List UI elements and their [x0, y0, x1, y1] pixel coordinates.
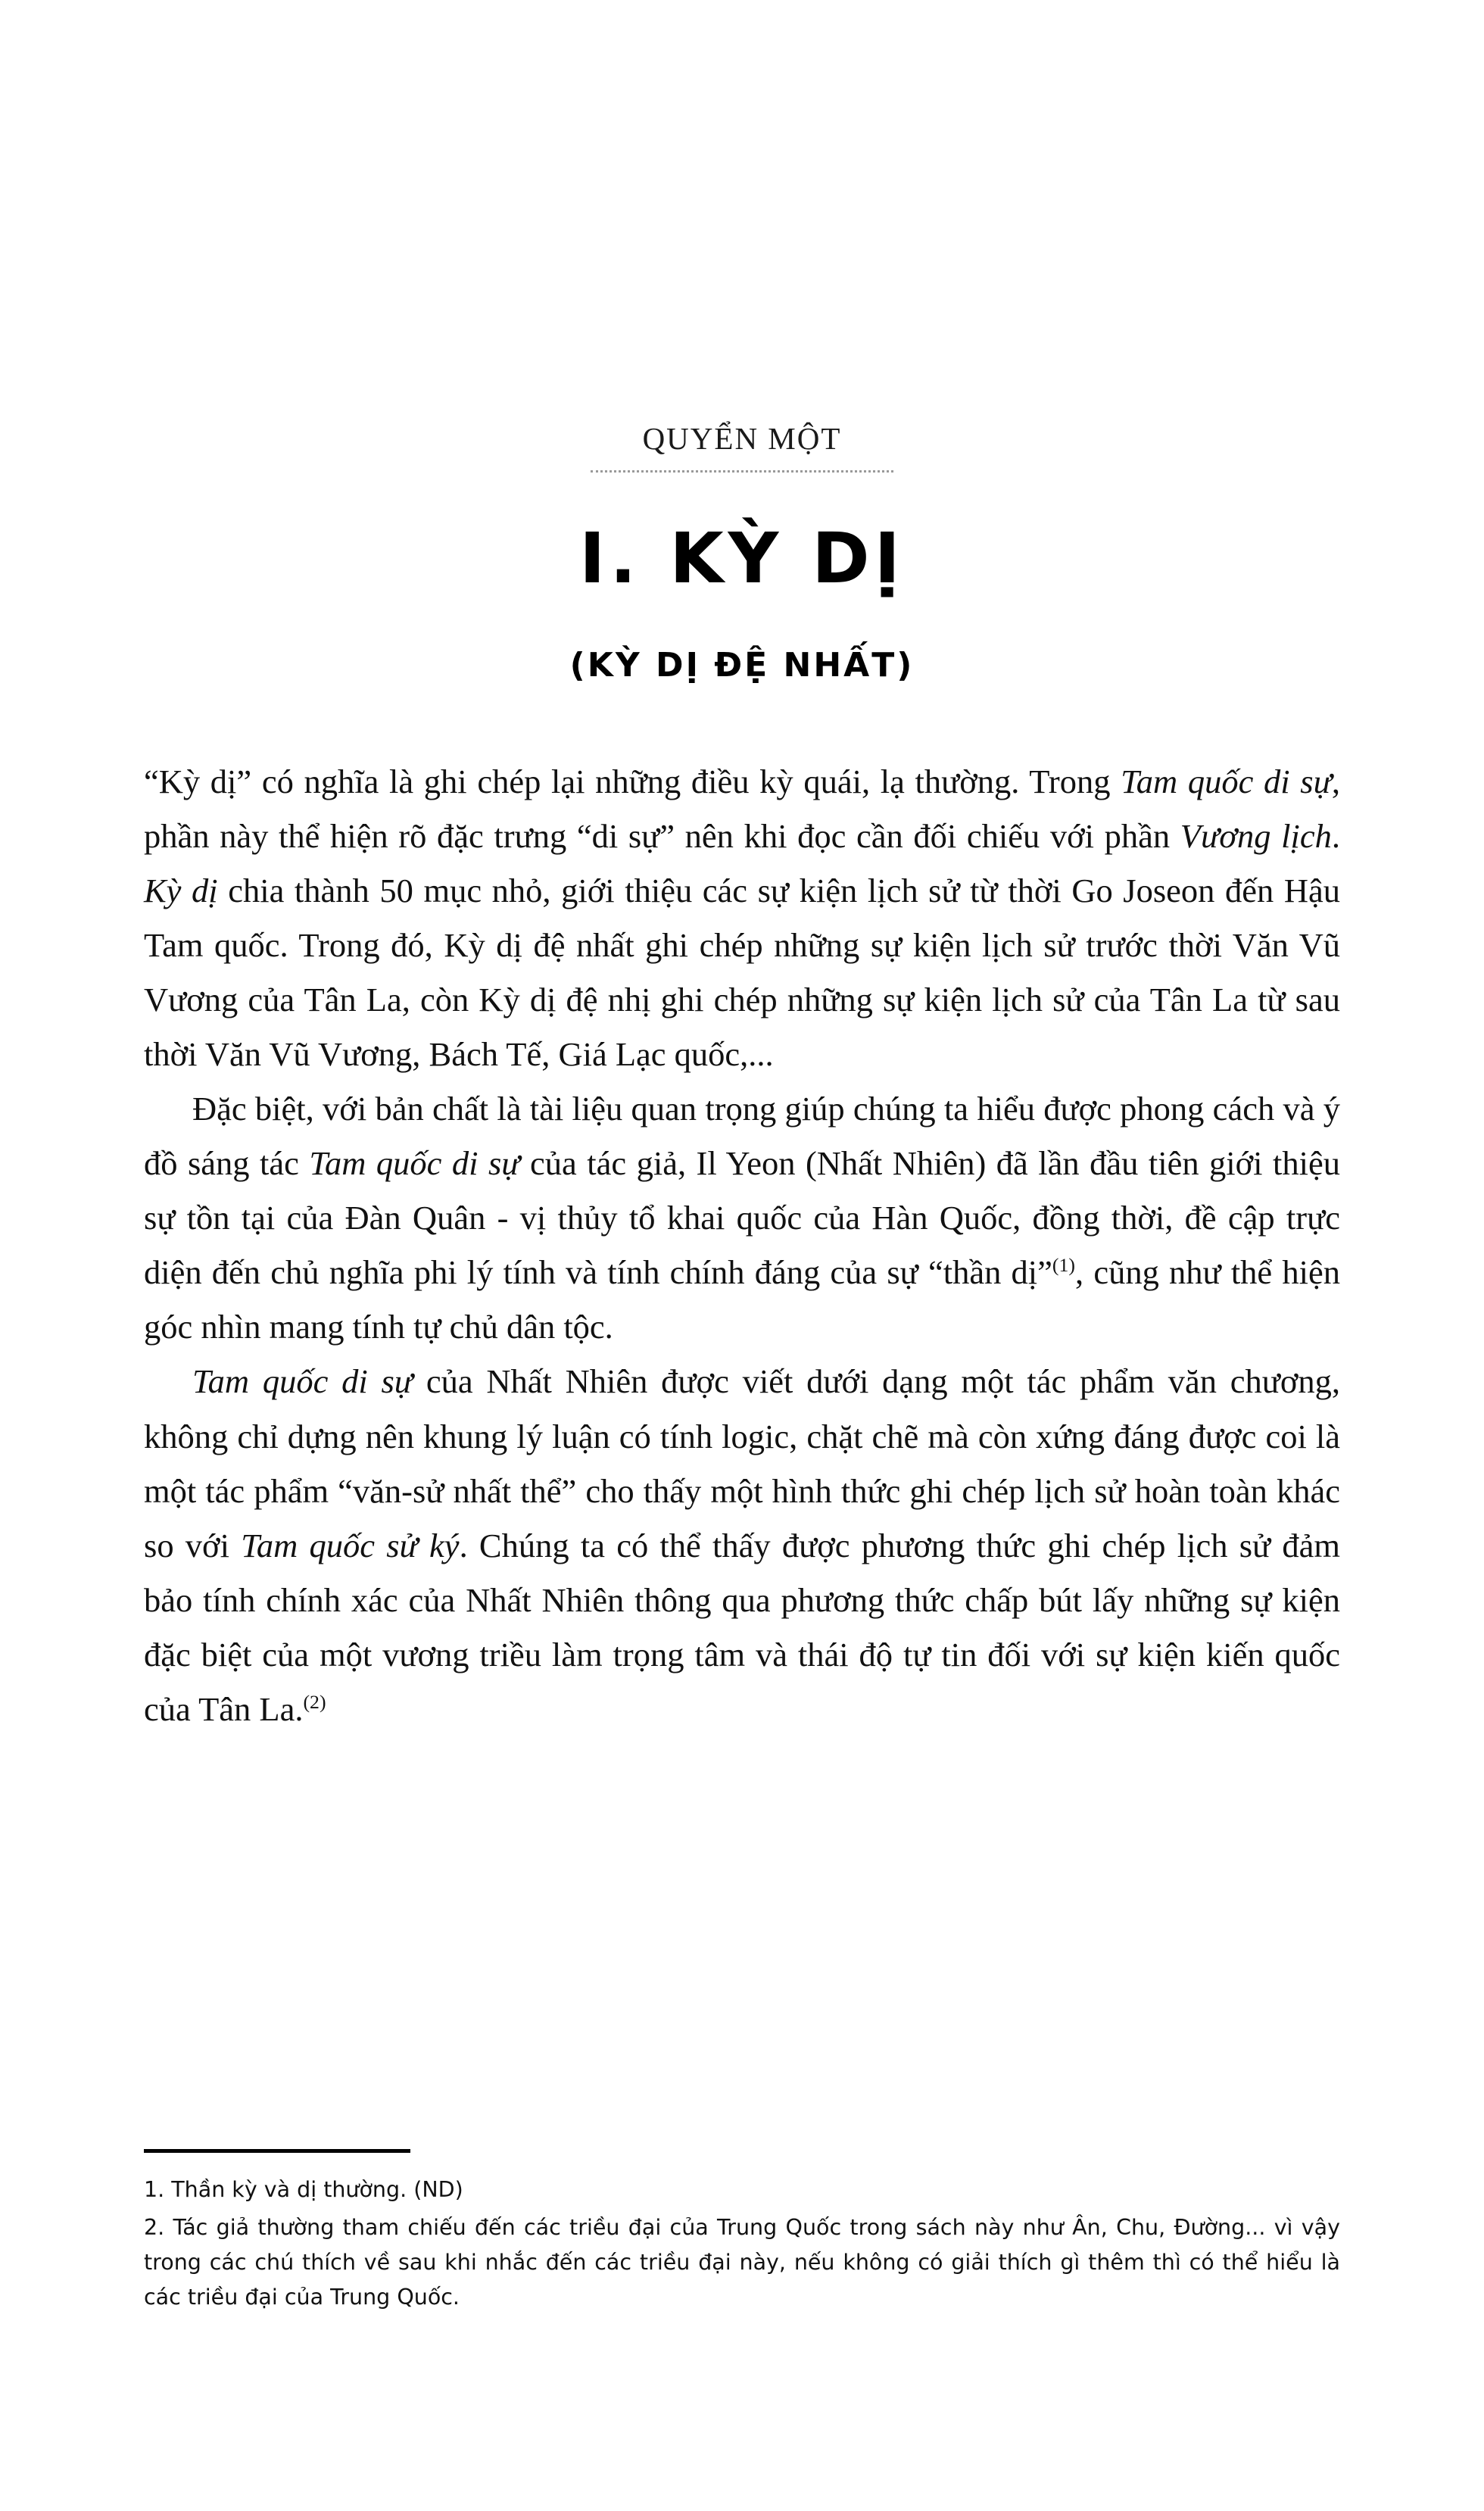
text-run: của Nhất Nhiên được viết dưới dạng một tác phẩm văn chương, không chỉ dựng nên khung lý luận có tính logic, chặt chẽ mà còn xứng đáng được coi là một tác phẩm “văn-sử nhất thể” cho thấy một hình thức ghi chép lịch sử hoàn toàn khác so với — [144, 1362, 1340, 1564]
dotted-divider — [591, 470, 893, 473]
text-run: , cũng như thể hiện góc nhìn mang tính tự chủ dân tộc. — [144, 1253, 1340, 1346]
chapter-subtitle: (KỲ DỊ ĐỆ NHẤT) — [569, 645, 915, 685]
italic-title: Kỳ dị — [144, 871, 218, 909]
italic-title: Tam quốc di sự — [192, 1362, 413, 1401]
footnote-1: 1. Thần kỳ và dị thường. (ND) — [144, 2177, 463, 2202]
footnote-divider — [144, 2149, 410, 2153]
paragraph-3 — [144, 1354, 1340, 1736]
chapter-title: I. KỲ DỊ — [579, 518, 905, 599]
footnote-zone — [144, 2149, 1340, 2316]
text-run: chia thành 50 mục nhỏ, giới thiệu các sự kiện lịch sử từ thời Go Joseon đến Hậu Tam quốc. Trong đó, Kỳ dị đệ nhất ghi chép những sự kiện lịch sử trước thời Văn Vũ Vương của Tân La, còn Kỳ dị đệ nhị ghi chép những sự kiện lịch sử của Tân La từ sau thời Văn Vũ Vương, Bách Tế, Giá Lạc quốc,... — [144, 871, 1340, 1074]
text-run: của tác giả, Il Yeon (Nhất Nhiên) đã lần đầu tiên giới thiệu sự tồn tại của Đàn Quân - vị thủy tổ khai quốc của Hàn Quốc, đồng thời, đề cập trực diện đến chủ nghĩa phi lý tính và tính chính đáng của sự “thần dị” — [144, 1144, 1341, 1292]
italic-title: Vương lịch — [1180, 816, 1332, 855]
text-run: , phần này thể hiện rõ đặc trưng “di sự” nên khi đọc cần đối chiếu với phần — [144, 762, 1340, 855]
paragraph-1 — [144, 754, 1340, 1081]
italic-title: Tam quốc di sự — [1121, 762, 1332, 800]
footnote-marker: (1) — [1052, 1254, 1075, 1277]
footnote-marker: (2) — [303, 1691, 326, 1714]
text-run: “Kỳ dị” có nghĩa là ghi chép lại những điều kỳ quái, lạ thường. Trong — [144, 762, 1121, 800]
text-run: . Chúng ta có thể thấy được phương thức ghi chép lịch sử đảm bảo tính chính xác của Nhất Nhiên thông qua phương thức chấp bút lấy những sự kiện đặc biệt của một vương triều làm trọng tâm và thái độ tự tin đối với sự kiện kiến quốc của Tân La. — [144, 1526, 1340, 1728]
text-run: . — [1331, 816, 1340, 855]
paragraph-2 — [144, 1081, 1340, 1354]
body-text — [144, 754, 1340, 1736]
volume-label: QUYỂN MỘT — [642, 421, 842, 456]
italic-title: Tam quốc di sự — [309, 1144, 520, 1183]
text-run: Đặc biệt, với bản chất là tài liệu quan trọng giúp chúng ta hiểu được phong cách và ý đồ sáng tác — [144, 1090, 1340, 1183]
footnote-2: 2. Tác giả thường tham chiếu đến các triều đại của Trung Quốc trong sách này như Ân, Chu, Đường... vì vậy trong các chú thích về sau khi nhắc đến các triều đại này, nếu không có giải thích gì thêm thì có thể hiểu là các triều đại của Trung Quốc. — [144, 2215, 1340, 2310]
italic-title: Tam quốc sử ký — [241, 1526, 460, 1564]
